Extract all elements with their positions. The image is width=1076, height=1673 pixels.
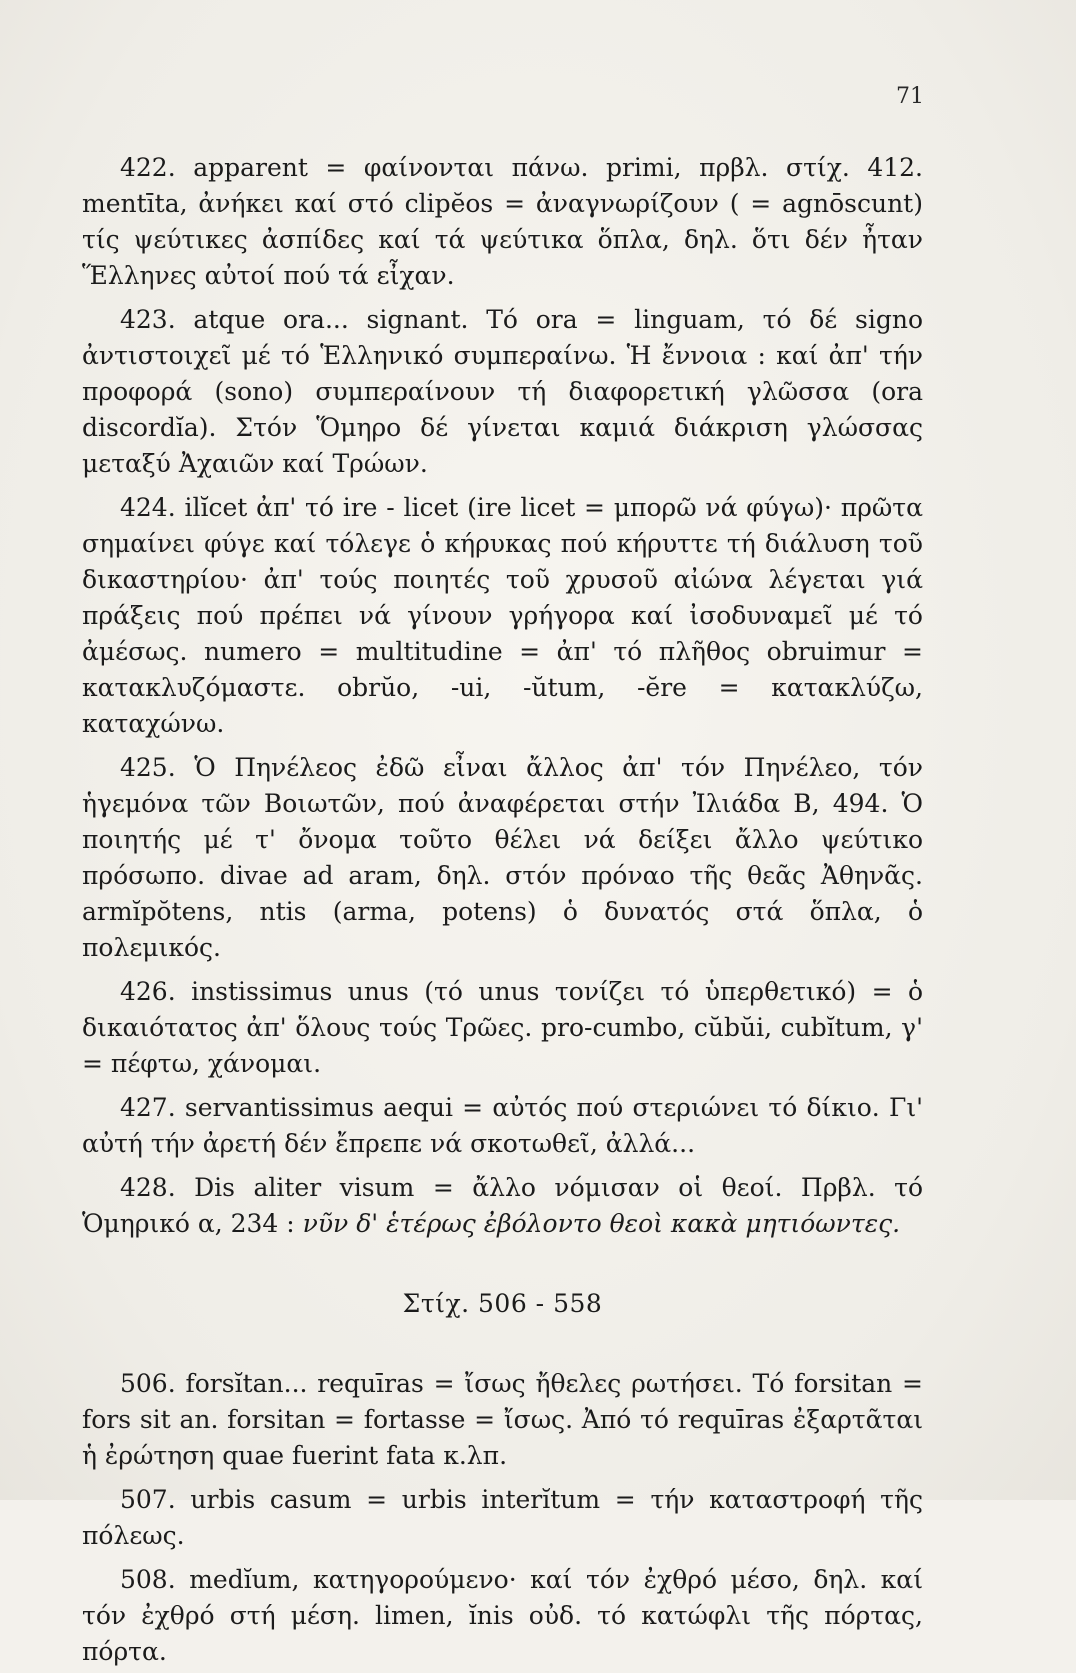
- page-number: 71: [896, 84, 924, 109]
- note-507: 507. urbis casum = urbis interĭtum = τήν καταστροφή τῆς πόλεως.: [82, 1485, 923, 1550]
- note-426: 426. instissimus unus (τό unus τονίζει τό ὑπερθετικό) = ὁ δικαιότατος ἀπ' ὅλους τούς Τρῶες. pro-cumbo, cŭbŭi, cubĭtum, γ' = πέφτω, χάνομαι.: [82, 977, 923, 1078]
- note-423: 423. atque ora... signant. Τό ora = linguam, τό δέ signo ἀντιστοιχεῖ μέ τό Ἑλληνικό συμπεραίνω. Ἡ ἔννοια : καί ἀπ' τήν προφορά (sono) συμπεραίνουν τή διαφορετική γλῶσσα (ora discordĭa). Στόν Ὅμηρο δέ γίνεται καμιά διάκριση γλώσσας μεταξύ Ἀχαιῶν καί Τρώων.: [82, 305, 923, 478]
- note-506: 506. forsĭtan... requīras = ἴσως ἤθελες ρωτήσει. Τό forsitan = fors sit an. forsitan = fortasse = ἴσως. Ἀπό τό requīras ἐξαρτᾶται ἡ ἐρώτηση quae fuerint fata κ.λπ.: [82, 1369, 923, 1470]
- note-508: 508. medĭum, κατηγορούμενο· καί τόν ἐχθρό μέσο, δηλ. καί τόν ἐχθρό στή μέση. limen, ĭnis οὐδ. τό κατώφλι τῆς πόρτας, πόρτα.: [82, 1565, 923, 1666]
- note-428-lead: 428. Dis aliter visum = ἄλλο νόμισαν οἱ θεοί. Πρβλ. τό Ὁμηρικό α, 234 :: [82, 1173, 923, 1238]
- note-424: 424. ilĭcet ἀπ' τό ire - licet (ire licet = μπορῶ νά φύγω)· πρῶτα σημαίνει φύγε καί τόλεγε ὁ κήρυκας πού κήρυττε τή διάλυση τοῦ δικαστηρίου· ἀπ' τούς ποιητές τοῦ χρυσοῦ αἰώνα λέγεται γιά πράξεις πού πρέπει νά γίνουν γρήγορα καί ἰσοδυναμεῖ μέ τό ἀμέσως. numero = multitudine = ἀπ' τό πλῆθος obruimur = κατακλυζόμαστε. obrŭo, -ui, -ŭtum, -ĕre = κατακλύζω, καταχώνω.: [82, 493, 923, 738]
- homeric-quote: νῦν δ' ἑτέρως ἐβόλοντο θεοὶ κακὰ μητιόωντες.: [302, 1209, 901, 1238]
- note-422: 422. apparent = φαίνονται πάνω. primi, πρβλ. στίχ. 412. mentīta, ἀνήκει καί στό clipĕos = ἀναγνωρίζουν ( = agnōscunt) τίς ψεύτικες ἀσπίδες καί τά ψεύτικα ὅπλα, δηλ. ὅτι δέν ἦταν Ἕλληνες αὐτοί πού τά εἶχαν.: [82, 153, 923, 290]
- note-427: 427. servantissimus aequi = αὐτός πού στεριώνει τό δίκιο. Γι' αὐτή τήν ἀρετή δέν ἔπρεπε νά σκοτωθεῖ, ἀλλά...: [82, 1093, 923, 1158]
- note-425: 425. Ὁ Πηνέλεος ἐδῶ εἶναι ἄλλος ἀπ' τόν Πηνέλεο, τόν ἡγεμόνα τῶν Βοιωτῶν, πού ἀναφέρεται στήν Ἰλιάδα Β, 494. Ὁ ποιητής μέ τ' ὄνομα τοῦτο θέλει νά δείξει ἄλλο ψεύτικο πρόσωπο. divae ad aram, δηλ. στόν πρόναο τῆς θεᾶς Ἀθηνᾶς. armĭpŏtens, ntis (arma, potens) ὁ δυνατός στά ὅπλα, ὁ πολεμικός.: [82, 753, 923, 962]
- commentary-body: [82, 150, 923, 1673]
- note-428: [82, 1170, 923, 1242]
- section-heading: Στίχ. 506 - 558: [402, 1289, 603, 1318]
